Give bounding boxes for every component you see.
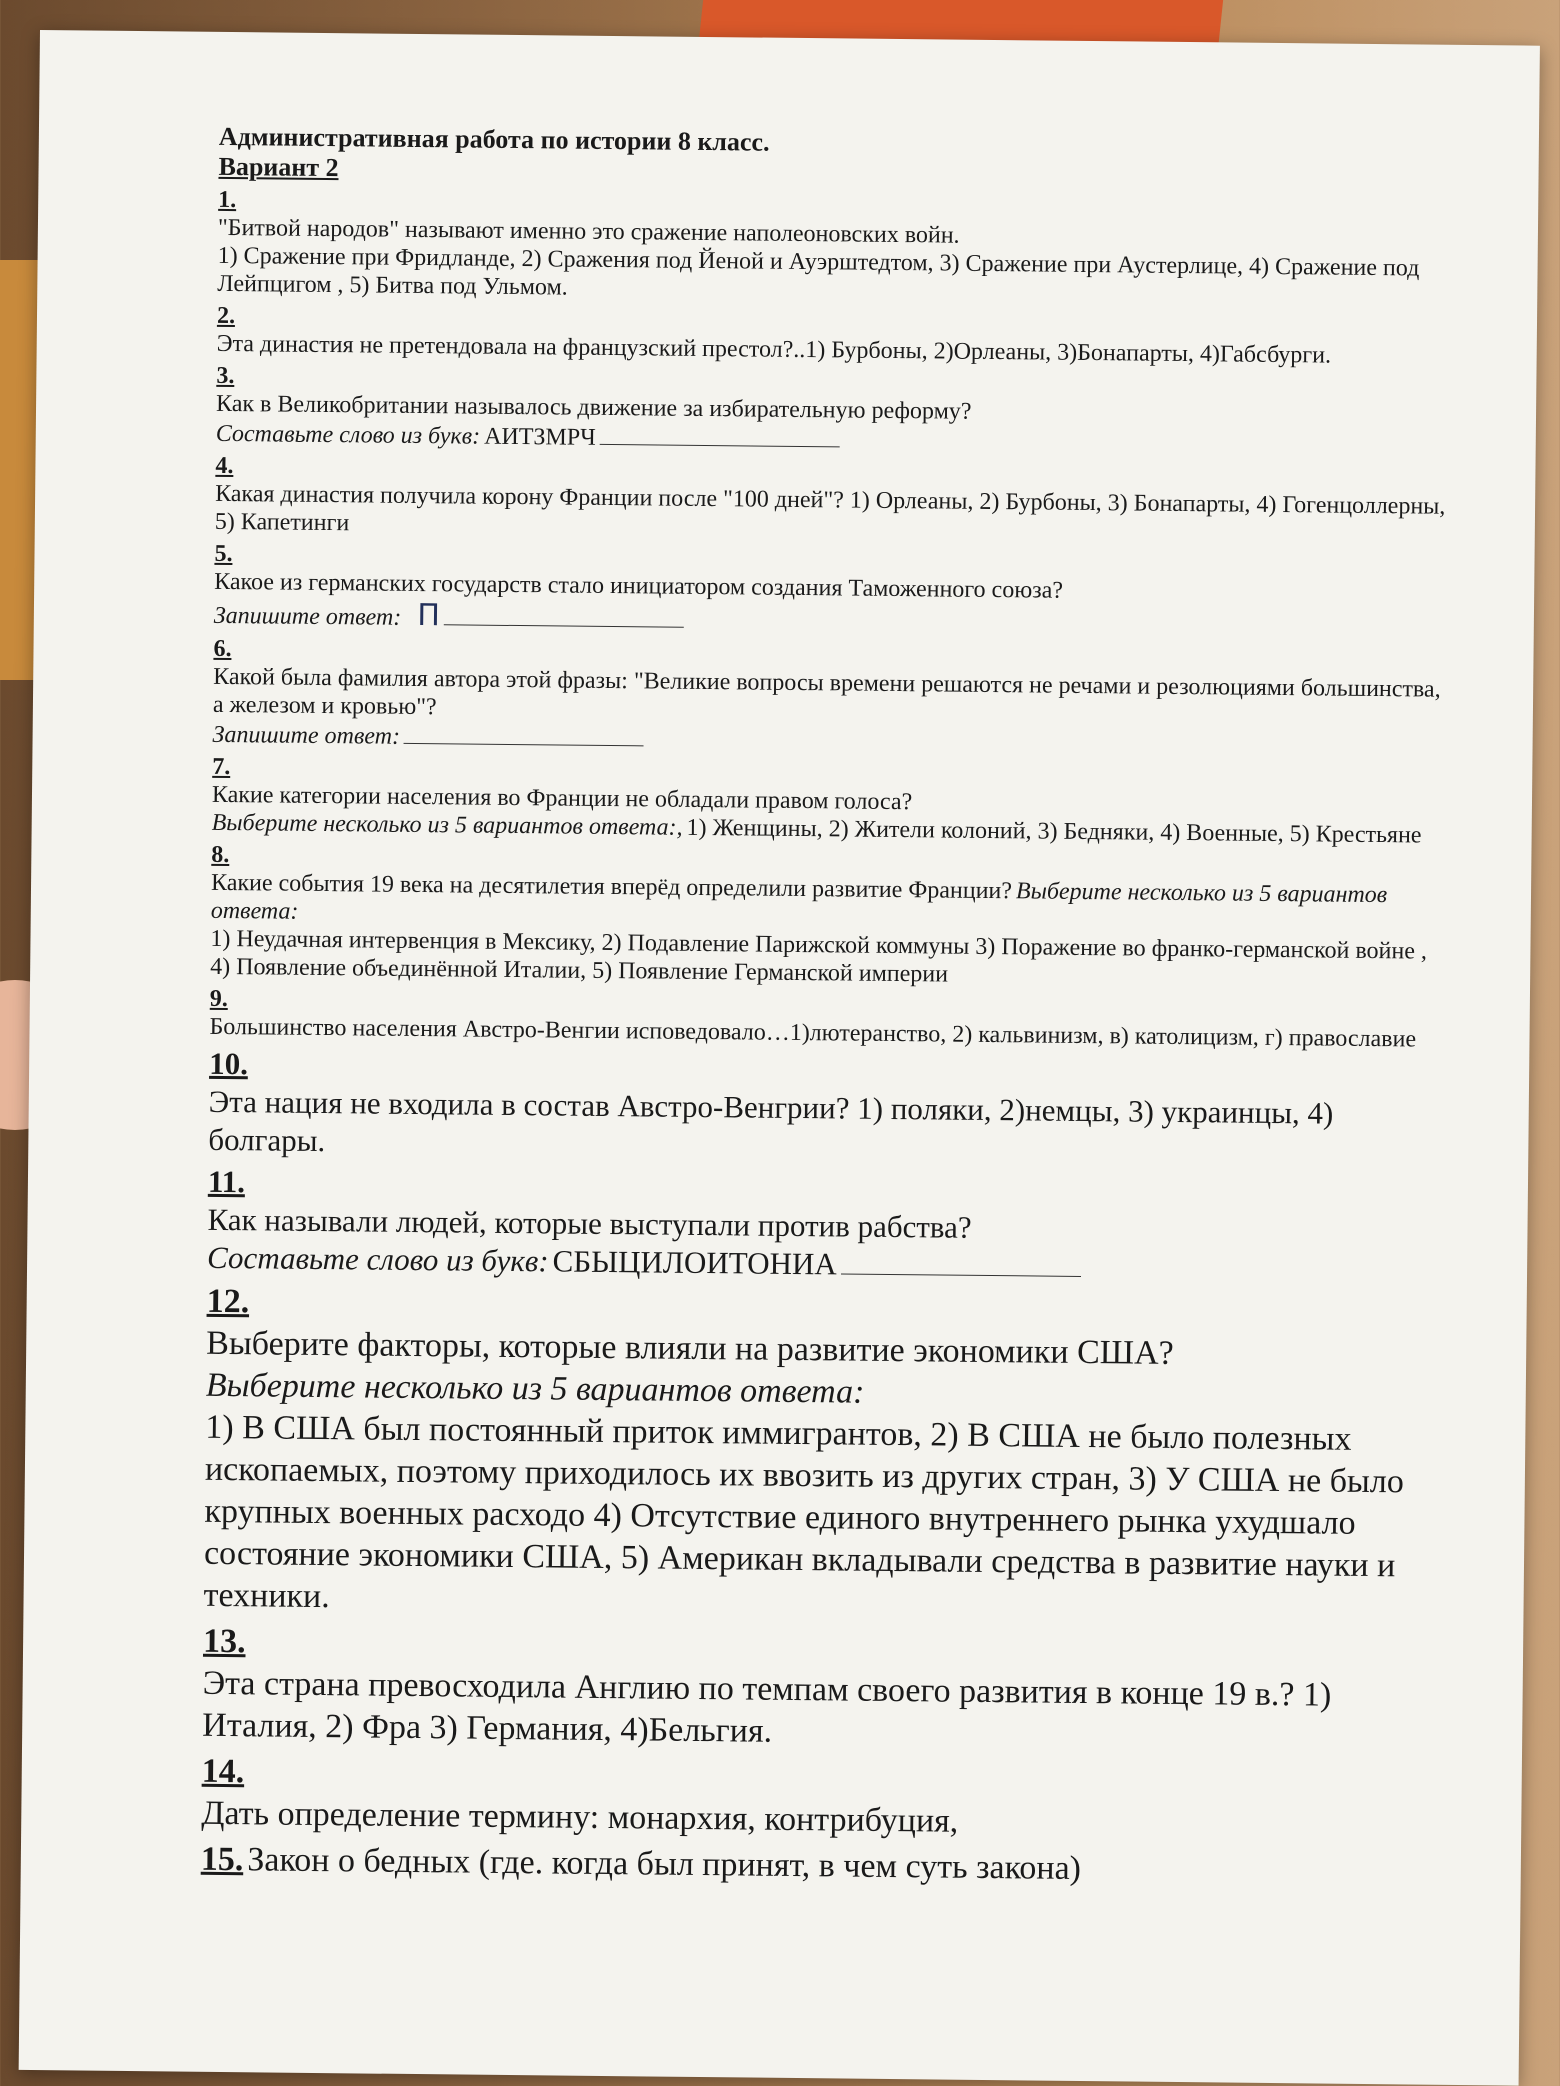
worksheet-content [201,122,1459,1894]
question-11 [207,1163,1448,1290]
question-text: Как называли людей, которые выступали против рабства? [207,1201,972,1245]
answer-line[interactable] [444,602,684,628]
question-number: 2. [216,302,236,330]
question-number: 5. [214,540,233,568]
variant-label: Вариант 2 [218,151,339,183]
question-text: Эта нация не входила в состав Австро-Венгрии? 1) поляки, 2)немцы, 3) украинцы, 4) болгары. [208,1083,1334,1159]
question-number: 15. [200,1840,244,1879]
question-hint: Выберите несколько из 5 вариантов ответа: [205,1366,865,1411]
question-number: 10. [209,1045,249,1082]
question-text: Какие категории населения во Франции не обладали правом голоса? [211,781,913,816]
question-number: 13. [202,1622,246,1661]
question-number: 14. [201,1752,245,1791]
question-hint: Составьте слово из букв: [206,1239,549,1279]
question-hint: Выберите несколько из 5 вариантов ответа: [210,878,1388,925]
question-hint: Запишите ответ: [213,602,402,631]
question-number: 12. [206,1282,250,1321]
question-text: Как в Великобритании называлось движение за избирательную реформу? [215,390,972,425]
question-text: Какая династия получила корону Франции после "100 дней"? 1) Орлеаны, 2) Бурбоны, 3) Бонапарты, 4) Гогенцоллерны, 5) Капетинги [214,480,1446,537]
answer-line[interactable] [600,422,840,448]
question-8 [210,841,1451,994]
question-14 [201,1751,1442,1848]
question-options: 1) Женщины, 2) Жители колоний, 3) Бедняки, 4) Военные, 5) Крестьяне [686,814,1422,849]
question-5 [214,540,1455,644]
question-text: Дать определение термину: монархия, контрибуция, [201,1794,959,1840]
question-number: 11. [207,1163,246,1200]
paper-sheet [19,30,1540,2086]
answer-line[interactable] [404,721,644,747]
question-3 [216,362,1457,461]
question-10 [208,1045,1449,1172]
worksheet-title: Административная работа по истории 8 класс. [218,121,770,157]
question-text: Большинство населения Австро-Венгии исповедовало…1)лютеранство, 2) кальвинизм, в) католицизм, г) православие [209,1013,1417,1053]
answer-line[interactable] [841,1251,1081,1277]
handwritten-answer: П [417,597,441,634]
question-7 [212,753,1453,850]
question-options: 1) В США был постоянный приток иммигрантов, 2) В США не было полезных ископаемых, поэтому приходилось их ввозить из других стран, 3) У США не было крупных военных расходо 4) Отсутствие единого внутреннего рынка ухудшало состояние экономики США, 5) Американ вкладывали средства в развитие науки и техники. [203,1408,1405,1616]
question-hint: Запишите ответ: [212,721,401,750]
question-2 [217,302,1458,371]
question-number: 3. [216,362,235,390]
question-options: 1) Сражение при Фридланде, 2) Сражения под Йеной и Ауэрштедтом, 3) Сражение при Аустерлице, 4) Сражение под Лейпцигом , 5) Битва под Ульмом. [217,242,1420,301]
letter-set: СБЫЦИЛОИТОНИА [552,1243,837,1282]
question-15 [201,1839,1441,1894]
question-text: Какое из германских государств стало инициатором создания Таможенного союза? [214,568,1064,604]
question-text: Закон о бедных (где. когда был принят, в чем суть закона) [247,1841,1082,1888]
question-hint: Выберите несколько из 5 вариантов ответа:, [211,809,683,841]
question-text: "Битвой народов" называют именно это сражение наполеоновских войн. [217,214,960,249]
question-hint: Составьте слово из букв: [215,420,481,450]
question-text: Эта страна превосходила Англию по темпам своего развития в конце 19 в.? 1) Италия, 2) Фра 3) Германия, 4)Бельгия. [202,1664,1332,1750]
question-number: 7. [212,753,231,781]
question-number: 4. [215,452,234,480]
question-number: 8. [211,841,230,869]
question-number: 1. [218,186,237,214]
question-1 [217,186,1458,311]
question-text: Эта династия не претендовала на французский престол?..1) Бурбоны, 2)Орлеаны, 3)Бонапарты, 4)Габсбурги. [216,330,1332,369]
question-13 [202,1621,1443,1760]
question-number: 9. [209,985,228,1013]
question-number: 6. [213,635,232,663]
letter-set: АИТЗМРЧ [484,423,596,451]
question-options: 1) Неудачная интервенция в Мексику, 2) Подавление Парижской коммуны 3) Поражение во франко-германской войне , 4) Появление объединённой Италии, 5) Появление Германской империи [210,925,1428,988]
question-text: Какие события 19 века на десятилетия вперёд определили развитие Франции? [210,869,1013,905]
question-text: Какой была фамилия автора этой фразы: "Великие вопросы времени решаются не речами и резолюциями большинства, а железом и кровью"? [212,663,1441,721]
question-12 [203,1281,1446,1630]
question-4 [215,452,1456,549]
question-9 [209,985,1450,1054]
question-6 [212,635,1453,762]
question-text: Выберите факторы, которые влияли на развитие экономики США? [206,1324,1174,1372]
